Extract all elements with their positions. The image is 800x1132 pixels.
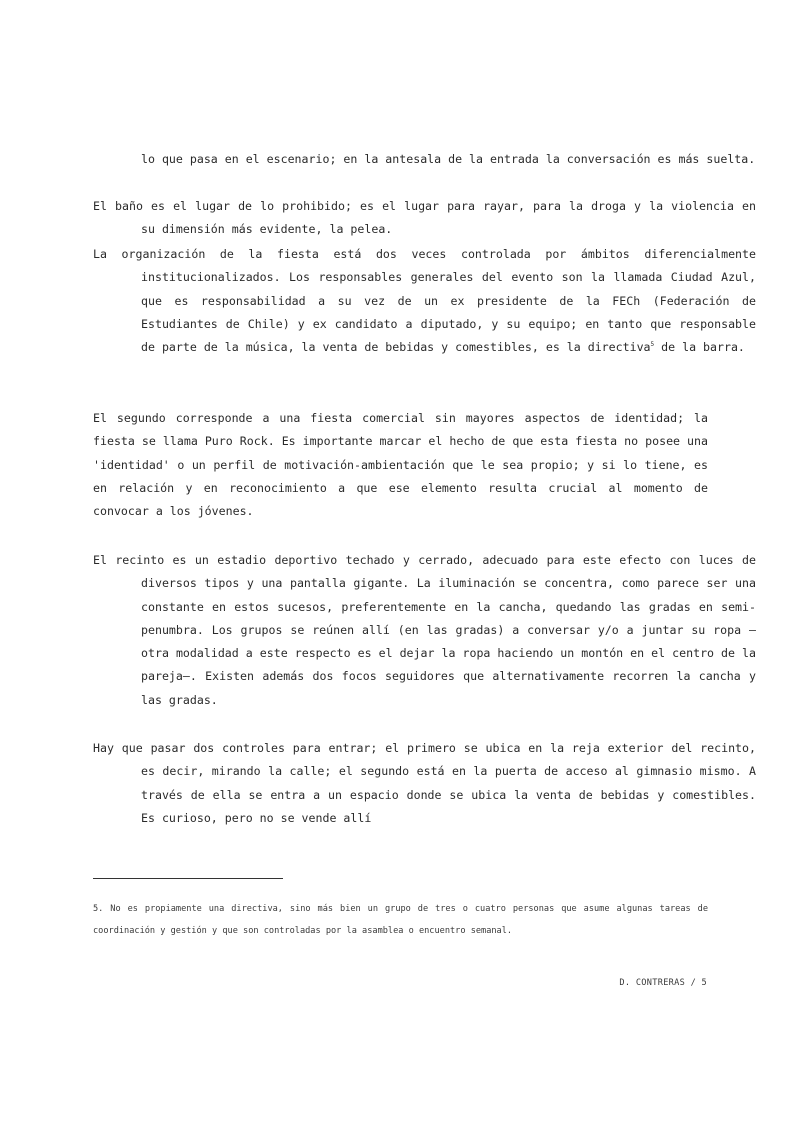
paragraph-bathroom: El baño es el lugar de lo prohibido; es el lugar para rayar, para la droga y la violencia en su dimensión más evidente, la pelea.: [93, 199, 756, 237]
paragraph-puro-rock: El segundo corresponde a una fiesta comercial sin mayores aspectos de identidad; la fiesta se llama Puro Rock. Es importante marcar el hecho de que esta fiesta no posee una 'identidad' o un perfil de motivación-ambientación que le sea propio; y si lo tiene, es en relación y en reconocimiento a que ese elemento resulta crucial al momento de convocar a los jóvenes.: [93, 411, 708, 519]
footnote-divider: [93, 878, 283, 879]
paragraph-organization-end: de la barra.: [654, 340, 745, 355]
paragraph-venue: El recinto es un estadio deportivo techado y cerrado, adecuado para este efecto con luces de diversos tipos y una pantalla gigante. La iluminación se concentra, como parece ser una constante en estos sucesos, preferentemente en la cancha, quedando las gradas en semi-penumbra. Los grupos se reúnen allí (en las gradas) a conversar y/o a juntar su ropa —otra modalidad a este respecto es el dejar la ropa haciendo un montón en el centro de la pareja—. Existen además dos focos seguidores que alternativamente recorren la cancha y las gradas.: [93, 553, 756, 707]
footnote: 5. No es propiamente una directiva, sino más bien un grupo de tres o cuatro personas que asume algunas tareas de coordinación y gestión y que son controladas por la asamblea o encuentro semanal.: [93, 904, 708, 936]
paragraph-organization-text: La organización de la fiesta está dos veces controlada por ámbitos diferencialmente institucionalizados. Los responsables generales del evento son la llamada Ciudad Azul, que es responsabilidad a su vez de un ex presidente de la FECh (Federación de Estudiantes de Chile) y ex candidato a diputado, y su equipo; en tanto que responsable de parte de la música, la venta de bebidas y comestibles, es la directiva: [93, 247, 756, 355]
page-footer: D. CONTRERAS / 5: [619, 978, 707, 988]
footnote-reference: 5: [650, 341, 655, 349]
paragraph-continuation: lo que pasa en el escenario; en la antesala de la entrada la conversación es más suelta.: [141, 152, 756, 166]
paragraph-organization: [93, 243, 756, 359]
paragraph-controls: Hay que pasar dos controles para entrar; el primero se ubica en la reja exterior del recinto, es decir, mirando la calle; el segundo está en la puerta de acceso al gimnasio mismo. A través de ella se entra a un espacio donde se ubica la venta de bebidas y comestibles. Es curioso, pero no se vende allí: [93, 741, 756, 825]
